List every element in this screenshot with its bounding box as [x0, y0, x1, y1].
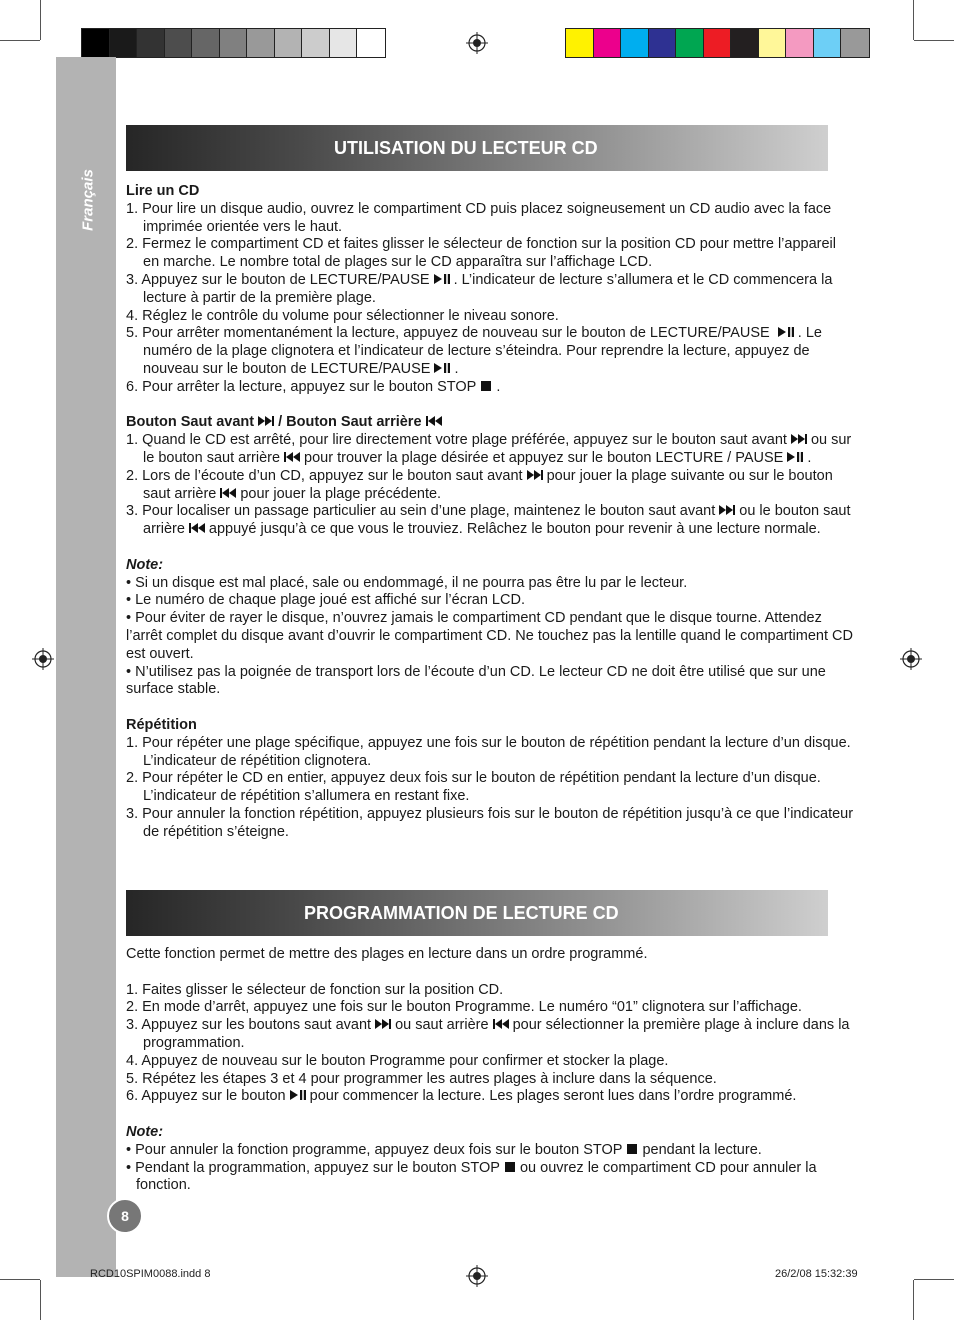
play-pause-icon [777, 326, 795, 338]
list-item: 4. Appuyez de nouveau sur le bouton Programme pour confirmer et stocker la plage. [126, 1052, 669, 1069]
color-swatch [566, 29, 594, 57]
list-item: 1. Pour lire un disque audio, ouvrez le compartiment CD puis placez soigneusement un CD audio avec la face imprimée orientée vers le haut. [126, 200, 832, 235]
color-calibration-bar [565, 28, 870, 58]
list-item: 2. Fermez le compartiment CD et faites glisser le sélecteur de fonction sur la position CD pour mettre l’appareil en marche. Le nombre total de plages sur le CD apparaîtra sur l’affichage LCD. [126, 236, 836, 271]
color-swatch [137, 29, 165, 57]
list-item: 2. Lors de l’écoute d’un CD, appuyez sur le bouton saut avant pour jouer la plage suivante ou sur le bouton saut arrière pour jouer la plage précédente. [126, 467, 833, 502]
subtitle-repeat: Répétition [126, 716, 197, 733]
color-swatch [165, 29, 193, 57]
crop-mark [913, 1280, 914, 1320]
color-swatch [621, 29, 649, 57]
stop-icon [505, 1162, 515, 1172]
note-item: • Si un disque est mal placé, sale ou endommagé, il ne pourra pas être lu par le lecteur. [126, 574, 688, 591]
color-swatch [786, 29, 814, 57]
play-pause-icon [433, 362, 451, 374]
registration-mark-icon [466, 32, 488, 54]
color-swatch [759, 29, 787, 57]
note-item: • N’utilisez pas la poignée de transport lors de l’écoute d’un CD. Le lecteur CD ne doit être utilisé que sur une surface stable. [126, 663, 826, 698]
list-item: 3. Appuyez sur le bouton de LECTURE/PAUSE . L’indicateur de lecture s’allumera et le CD commencera la lecture à partir de la première plage. [126, 271, 833, 306]
note-item: • Le numéro de chaque plage joué est affiché sur l’écran LCD. [126, 592, 525, 609]
registration-mark-icon [466, 1265, 488, 1287]
color-swatch [330, 29, 358, 57]
crop-mark [913, 0, 914, 40]
list-item: 6. Appuyez sur le bouton pour commencer la lecture. Les plages seront lues dans l’ordre programmé. [126, 1088, 797, 1105]
skip-back-icon [492, 1018, 510, 1030]
note-item: • Pendant la programmation, appuyez sur le bouton STOP ou ouvrez le compartiment CD pour annuler la fonction. [126, 1159, 817, 1194]
list-item: 3. Pour annuler la fonction répétition, appuyez plusieurs fois sur le bouton de répétition jusqu’à ce que l’indicateur de répétition s’éteigne. [126, 805, 854, 840]
footer-filename: RCD10SPIM0088.indd 8 [90, 1268, 211, 1280]
note-item: • Pour éviter de rayer le disque, n’ouvrez jamais le compartiment CD pendant que le disque tourne. Attendez l’arrêt complet du disque avant d’ouvrir le compartiment CD. Ne touchez pas la lentille quand le compartiment CD est ouvert. [126, 610, 853, 662]
color-swatch [82, 29, 110, 57]
registration-mark-icon [900, 648, 922, 670]
skip-forward-icon [374, 1018, 392, 1030]
play-pause-icon [289, 1089, 307, 1101]
stop-icon [481, 381, 491, 391]
page-number: 8 [107, 1198, 143, 1234]
subtitle-skip: Bouton Saut avant / Bouton Saut arrière [126, 414, 856, 432]
list-item: 1. Pour répéter une plage spécifique, appuyez une fois sur le bouton de répétition pendant la lecture d’un disque. L’indicateur de répétition clignotera. [126, 734, 851, 769]
list-item: 1. Faites glisser le sélecteur de fonction sur la position CD. [126, 981, 504, 998]
skip-forward-icon [526, 469, 544, 481]
color-swatch [192, 29, 220, 57]
crop-mark [40, 0, 41, 40]
list-item: 6. Pour arrêter la lecture, appuyez sur le bouton STOP . [126, 378, 501, 395]
color-swatch [676, 29, 704, 57]
crop-mark [0, 1279, 40, 1280]
crop-mark [0, 40, 40, 41]
subtitle-play-cd: Lire un CD [126, 183, 200, 199]
skip-back-icon [219, 487, 237, 499]
skip-forward-icon [790, 433, 808, 445]
side-band [56, 57, 116, 1277]
skip-back-icon [283, 451, 301, 463]
skip-back-icon [425, 415, 443, 427]
play-pause-icon [433, 273, 451, 285]
gray-calibration-bar [81, 28, 386, 58]
stop-icon [627, 1144, 637, 1154]
color-swatch [220, 29, 248, 57]
list-item: 2. Pour répéter le CD en entier, appuyez deux fois sur le bouton de répétition pendant la lecture d’un disque. L’indicateur de répétition s’allumera en restant fixe. [126, 770, 821, 805]
intro-text: Cette fonction permet de mettre des plages en lecture dans un ordre programmé. [126, 946, 648, 962]
color-swatch [302, 29, 330, 57]
list-item: 1. Quand le CD est arrêté, pour lire directement votre plage préférée, appuyez sur le bouton saut avant ou sur le bouton saut arrière pour trouver la plage désirée et appuyez sur le bouton LECTURE / PAUSE . [126, 432, 852, 466]
section-header-programming: PROGRAMMATION DE LECTURE CD [126, 890, 828, 936]
crop-mark [914, 1279, 954, 1280]
color-swatch [704, 29, 732, 57]
footer-timestamp: 26/2/08 15:32:39 [775, 1268, 858, 1280]
list-item: 2. En mode d’arrêt, appuyez une fois sur le bouton Programme. Le numéro “01” clignotera sur l’affichage. [126, 999, 802, 1016]
skip-back-icon [188, 522, 206, 534]
list-item: 5. Répétez les étapes 3 et 4 pour programmer les autres plages à inclure dans la séquence. [126, 1070, 717, 1087]
color-swatch [841, 29, 869, 57]
color-swatch [814, 29, 842, 57]
language-label: Français [79, 169, 97, 231]
color-swatch [357, 29, 385, 57]
note-item: • Pour annuler la fonction programme, appuyez deux fois sur le bouton STOP pendant la lecture. [126, 1141, 762, 1158]
color-swatch [110, 29, 138, 57]
color-swatch [275, 29, 303, 57]
list-item: 3. Appuyez sur les boutons saut avant ou saut arrière pour sélectionner la première plage à inclure dans la programmation. [126, 1017, 850, 1051]
color-swatch [594, 29, 622, 57]
note-title: Note: [126, 1123, 164, 1140]
list-item: 4. Réglez le contrôle du volume pour sélectionner le niveau sonore. [126, 307, 559, 324]
play-pause-icon [786, 451, 804, 463]
section-header-cd-player: UTILISATION DU LECTEUR CD [126, 125, 828, 171]
color-swatch [649, 29, 677, 57]
color-swatch [247, 29, 275, 57]
list-item: 5. Pour arrêter momentanément la lecture, appuyez de nouveau sur le bouton de LECTURE/PAUSE . Le numéro de la plage clignotera et l’indicateur de lecture s’éteindra. Pour reprendre la lecture, appuyez de nouveau sur le bouton de LECTURE/PAUSE . [126, 325, 822, 377]
skip-forward-icon [257, 415, 275, 427]
registration-mark-icon [32, 648, 54, 670]
skip-forward-icon [718, 504, 736, 516]
section-programming-body [126, 946, 856, 1195]
section-cd-player-body [126, 183, 856, 841]
note-title: Note: [126, 556, 164, 573]
list-item: 3. Pour localiser un passage particulier au sein d’une plage, maintenez le bouton saut avant ou le bouton saut arrière appuyé jusqu’à ce que vous le trouviez. Relâchez le bouton pour revenir à une lecture normale. [126, 503, 851, 538]
color-swatch [731, 29, 759, 57]
crop-mark [914, 40, 954, 41]
crop-mark [40, 1280, 41, 1320]
